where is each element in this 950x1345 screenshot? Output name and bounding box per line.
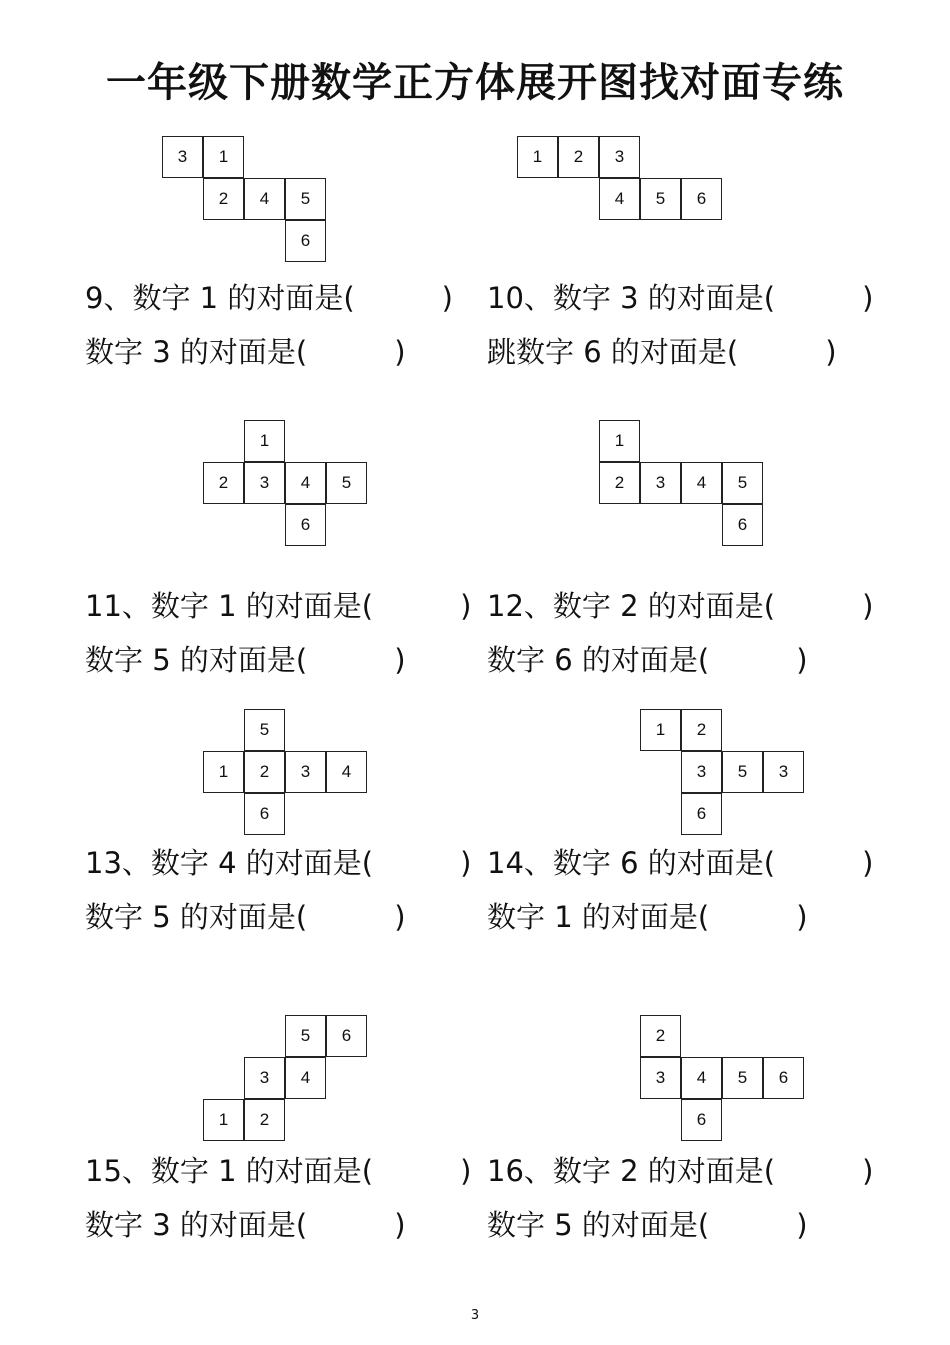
question-10-line-2: 跳数字 6 的对面是( ): [487, 335, 837, 369]
net-cell: 5: [722, 1057, 763, 1099]
question-9-line-2: 数字 3 的对面是( ): [85, 335, 406, 369]
question-15-line-1: 15、数字 1 的对面是( ): [85, 1154, 472, 1188]
net-cell: 6: [285, 220, 326, 262]
net-cell: 2: [244, 751, 285, 793]
question-12-line-2: 数字 6 的对面是( ): [487, 643, 808, 677]
net-cell: 1: [599, 420, 640, 462]
net-cell: 3: [763, 751, 804, 793]
net-cell: 3: [244, 462, 285, 504]
question-12-line-1: 12、数字 2 的对面是( ): [487, 589, 874, 623]
net-cell: 3: [681, 751, 722, 793]
net-cell: 5: [640, 178, 681, 220]
net-cell: 6: [681, 793, 722, 835]
net-cell: 6: [722, 504, 763, 546]
question-13-line-2: 数字 5 的对面是( ): [85, 900, 406, 934]
net-cell: 3: [599, 136, 640, 178]
net-cell: 1: [640, 709, 681, 751]
net-cell: 4: [285, 462, 326, 504]
net-cell: 5: [722, 751, 763, 793]
net-cell: 1: [517, 136, 558, 178]
page-number: 3: [470, 1308, 480, 1323]
net-cell: 2: [203, 462, 244, 504]
net-cell: 4: [244, 178, 285, 220]
net-cell: 4: [681, 1057, 722, 1099]
net-cell: 5: [722, 462, 763, 504]
net-cell: 3: [162, 136, 203, 178]
net-cell: 3: [285, 751, 326, 793]
net-cell: 6: [326, 1015, 367, 1057]
net-cell: 4: [599, 178, 640, 220]
question-14-line-1: 14、数字 6 的对面是( ): [487, 846, 874, 880]
net-cell: 2: [244, 1099, 285, 1141]
net-cell: 5: [244, 709, 285, 751]
net-cell: 5: [326, 462, 367, 504]
question-16-line-1: 16、数字 2 的对面是( ): [487, 1154, 874, 1188]
net-cell: 5: [285, 1015, 326, 1057]
net-cell: 2: [681, 709, 722, 751]
question-11-line-1: 11、数字 1 的对面是( ): [85, 589, 472, 623]
net-cell: 2: [599, 462, 640, 504]
net-cell: 3: [244, 1057, 285, 1099]
question-11-line-2: 数字 5 的对面是( ): [85, 643, 406, 677]
net-cell: 6: [763, 1057, 804, 1099]
net-cell: 6: [681, 178, 722, 220]
question-14-line-2: 数字 1 的对面是( ): [487, 900, 808, 934]
net-cell: 1: [203, 136, 244, 178]
question-10-line-1: 10、数字 3 的对面是( ): [487, 281, 874, 315]
question-16-line-2: 数字 5 的对面是( ): [487, 1208, 808, 1242]
question-9-line-1: 9、数字 1 的对面是( ): [85, 281, 453, 315]
net-cell: 1: [203, 751, 244, 793]
net-cell: 4: [285, 1057, 326, 1099]
net-cell: 6: [681, 1099, 722, 1141]
net-cell: 6: [285, 504, 326, 546]
net-cell: 2: [640, 1015, 681, 1057]
net-cell: 3: [640, 462, 681, 504]
net-cell: 6: [244, 793, 285, 835]
net-cell: 1: [244, 420, 285, 462]
net-cell: 5: [285, 178, 326, 220]
net-cell: 2: [558, 136, 599, 178]
question-13-line-1: 13、数字 4 的对面是( ): [85, 846, 472, 880]
page-title: 一年级下册数学正方体展开图找对面专练: [106, 60, 844, 106]
net-cell: 3: [640, 1057, 681, 1099]
net-cell: 4: [326, 751, 367, 793]
net-cell: 1: [203, 1099, 244, 1141]
net-cell: 4: [681, 462, 722, 504]
net-cell: 2: [203, 178, 244, 220]
question-15-line-2: 数字 3 的对面是( ): [85, 1208, 406, 1242]
